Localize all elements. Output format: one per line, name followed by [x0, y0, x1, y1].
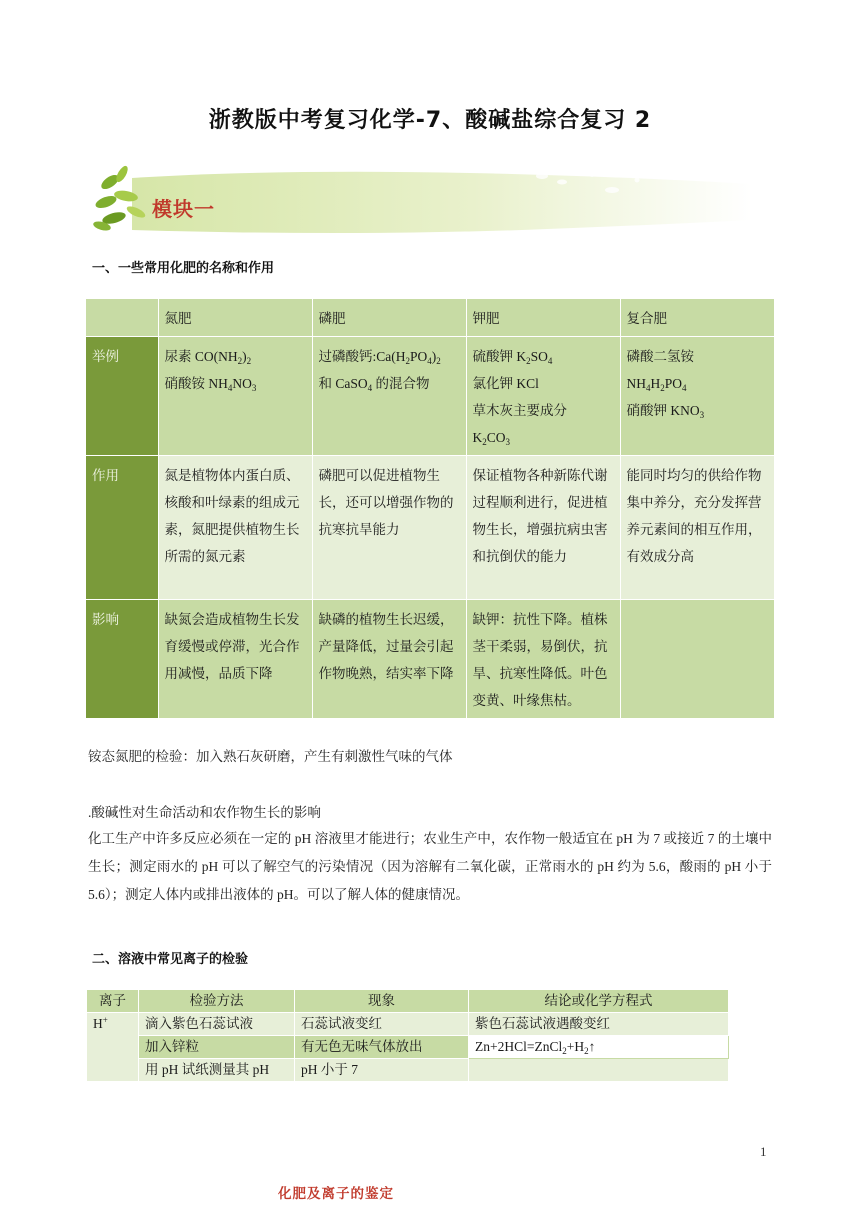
table-cell: 过磷酸钙$:Ca(H_2PO_4)_2$ 和 CaSO$_4$ 的混合物 [312, 337, 466, 456]
table-cell: 用 pH 试纸测量其 pH [139, 1059, 295, 1082]
page-title: 浙教版中考复习化学-7、酸碱盐综合复习 2 [208, 108, 652, 133]
table-header-row [87, 990, 729, 1013]
header-cell: 现象 [295, 990, 469, 1013]
table-cell: 加入锌粒 [139, 1036, 295, 1059]
table-cell: 缺氮会造成植物生长发育缓慢或停滞，光合作用减慢，品质下降 [158, 600, 312, 719]
header-cell [86, 299, 158, 337]
ion-cell: H+ [87, 1013, 139, 1082]
page-number: 1 [760, 1144, 767, 1159]
table-cell: 滴入紫色石蕊试液 [139, 1013, 295, 1036]
equation-cell: $Zn+2HCl=ZnCl_2+H_2↑$ [469, 1036, 729, 1059]
table-row [87, 1013, 729, 1036]
header-cell: 离子 [87, 990, 139, 1013]
table-cell: 硫酸钾 $K_2SO_4$ 氯化钾 KCl 草木灰主要成分 $K_2CO_3$ [466, 337, 620, 456]
table-header-row [86, 299, 774, 337]
table-cell: 有无色无味气体放出 [295, 1036, 469, 1059]
table-row [86, 337, 774, 456]
table-cell: 缺钾：抗性下降。植株茎干柔弱，易倒伏，抗旱、抗寒性降低。叶色变黄、叶缘焦枯。 [466, 600, 620, 719]
ion-test-table [86, 989, 729, 1082]
table-cell [620, 600, 774, 719]
header-cell: 结论或化学方程式 [469, 990, 729, 1013]
module-number: 模块一 [152, 197, 215, 221]
table-row [86, 600, 774, 719]
table-cell [469, 1059, 729, 1082]
ph-subheading: .酸碱性对生命活动和农作物生长的影响 [88, 805, 321, 820]
table-cell: 磷肥可以促进植物生长，还可以增强作物的抗寒抗旱能力 [312, 456, 466, 600]
table-cell: 石蕊试液变红 [295, 1013, 469, 1036]
table-row [86, 456, 774, 600]
table-cell: 保证植物各种新陈代谢过程顺利进行，促进植物生长，增强抗病虫害和抗倒伏的能力 [466, 456, 620, 600]
header-cell: 钾肥 [466, 299, 620, 337]
table-row [87, 1036, 729, 1059]
table-cell: 磷酸二氢铵 $NH_4H_2PO_4$ 硝酸钾 $KNO_3$ [620, 337, 774, 456]
table-cell: 尿素 $CO(NH_2)_2$ 硝酸铵 $NH_4NO_3$ [158, 337, 312, 456]
table-cell: pH 小于 7 [295, 1059, 469, 1082]
ph-paragraph: 化工生产中许多反应必须在一定的 pH 溶液里才能进行；农业生产中，农作物一般适宜在 pH 为 7 或接近 7 的土壤中生长；测定雨水的 pH 可以了解空气的污染情况（因为溶解有二氧化碳，正常雨水的 pH 约为 5.6，酸雨的 pH 小于 5.6）；测定人体内或排出液体的 pH。可以了解人体的健康情况。 [88, 831, 772, 902]
table-row [87, 1059, 729, 1082]
table-cell: 氮是植物体内蛋白质、核酸和叶绿素的组成元素，氮肥提供植物生长所需的氮元素 [158, 456, 312, 600]
header-cell: 复合肥 [620, 299, 774, 337]
table-cell: 能同时均匀的供给作物集中养分，充分发挥营养元素间的相互作用，有效成分高 [620, 456, 774, 600]
fertilizer-table [86, 299, 775, 719]
row-label: 作用 [86, 456, 158, 600]
table-cell: 缺磷的植物生长迟缓，产量降低，过量会引起作物晚熟，结实率下降 [312, 600, 466, 719]
ammonium-test-note: 铵态氮肥的检验：加入熟石灰研磨，产生有刺激性气味的气体 [88, 749, 453, 764]
section1-heading: 一、一些常用化肥的名称和作用 [92, 261, 275, 276]
header-cell: 检验方法 [139, 990, 295, 1013]
module-name: 化肥及离子的鉴定 [278, 1186, 394, 1202]
row-label: 举例 [86, 337, 158, 456]
table-cell: 紫色石蕊试液遇酸变红 [469, 1013, 729, 1036]
row-label: 影响 [86, 600, 158, 719]
section2-heading: 二、溶液中常见离子的检验 [92, 952, 249, 967]
header-cell: 磷肥 [312, 299, 466, 337]
header-cell: 氮肥 [158, 299, 312, 337]
